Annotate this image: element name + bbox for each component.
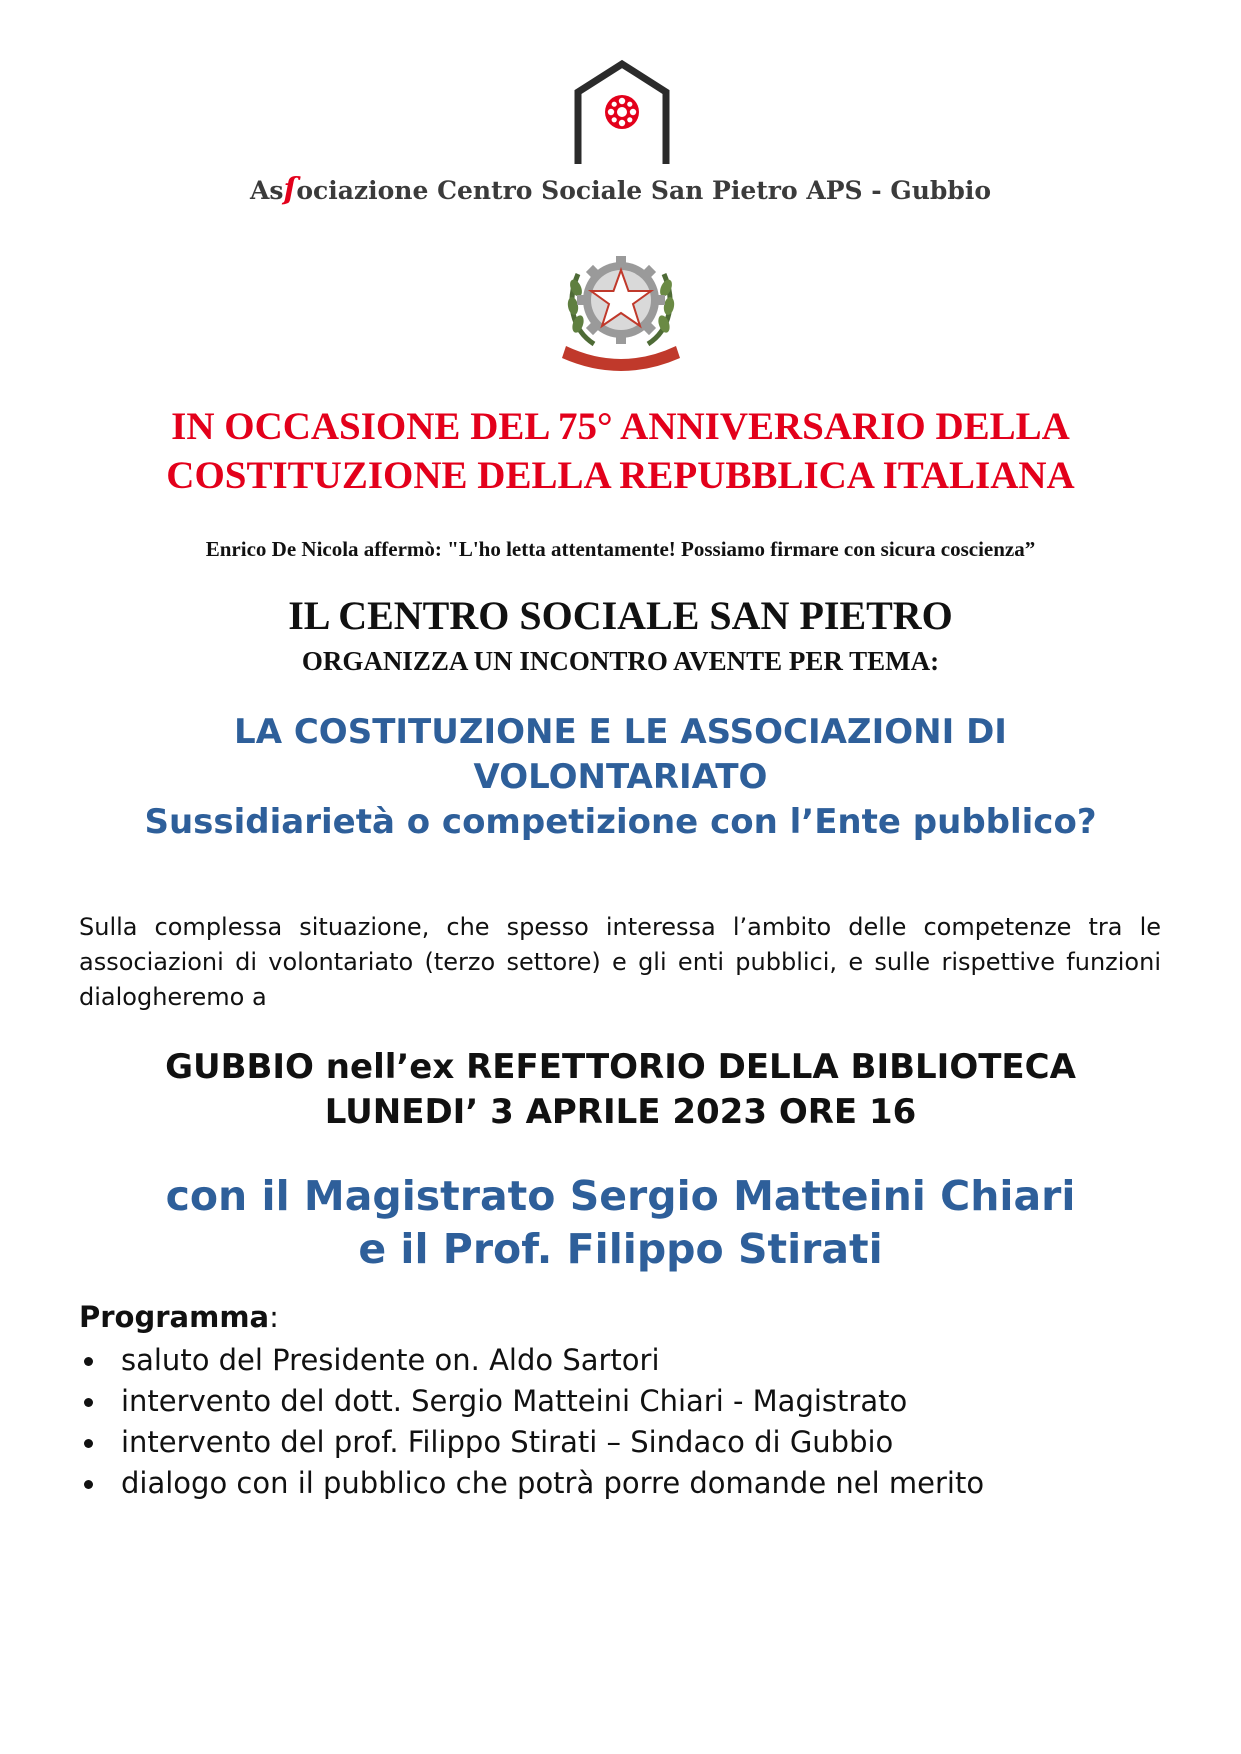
org-name-prefix: As bbox=[249, 176, 284, 205]
event-topic bbox=[0, 710, 1241, 845]
program-list bbox=[79, 1340, 1179, 1504]
program-heading bbox=[79, 1300, 279, 1334]
program-item-text: dialogo con il pubblico che potrà porre domande nel merito bbox=[121, 1466, 985, 1500]
topic-line-1: LA COSTITUZIONE E LE ASSOCIAZIONI DI bbox=[234, 712, 1007, 752]
de-nicola-quote: Enrico De Nicola affermò: "L'ho letta attentamente! Possiamo firmare con sicura coscienza” bbox=[205, 537, 1036, 561]
bullet-icon bbox=[84, 1357, 93, 1366]
program-item bbox=[79, 1381, 1179, 1422]
bullet-icon bbox=[84, 1398, 93, 1407]
bullet-icon bbox=[84, 1439, 93, 1448]
venue-and-date bbox=[0, 1045, 1241, 1135]
org-name-rest: ociazione Centro Sociale San Pietro APS - Gubbio bbox=[296, 176, 992, 205]
speakers bbox=[0, 1170, 1241, 1276]
headline-line-1: IN OCCASIONE DEL 75° ANNIVERSARIO DELLA bbox=[171, 405, 1070, 448]
headline-line-2: COSTITUZIONE DELLA REPUBBLICA ITALIANA bbox=[166, 454, 1075, 497]
program-item bbox=[79, 1463, 1179, 1504]
topic-line-3: Sussidiarietà o competizione con l’Ente pubblico? bbox=[144, 802, 1097, 842]
program-item bbox=[79, 1422, 1179, 1463]
program-item bbox=[79, 1340, 1179, 1381]
program-colon: : bbox=[269, 1300, 279, 1334]
anniversary-headline bbox=[0, 402, 1241, 500]
venue-line: GUBBIO nell’ex REFETTORIO DELLA BIBLIOTECA bbox=[165, 1047, 1076, 1087]
topic-line-2: VOLONTARIATO bbox=[473, 757, 768, 797]
speaker-line-1: con il Magistrato Sergio Matteini Chiari bbox=[165, 1172, 1076, 1220]
program-item-text: saluto del Presidente on. Aldo Sartori bbox=[121, 1343, 660, 1377]
organizer-subtitle: ORGANIZZA UN INCONTRO AVENTE PER TEMA: bbox=[301, 646, 940, 676]
program-label: Programma bbox=[79, 1300, 270, 1334]
emblem-of-italy-icon bbox=[558, 240, 684, 372]
program-item-text: intervento del prof. Filippo Stirati – Sindaco di Gubbio bbox=[121, 1425, 894, 1459]
date-time-line: LUNEDI’ 3 APRILE 2023 ORE 16 bbox=[324, 1092, 917, 1132]
intro-paragraph: Sulla complessa situazione, che spesso interessa l’ambito delle competenze tra le associazioni di volontariato (terzo settore) e gli enti pubblici, e sulle rispettive funzioni dialogheremo a bbox=[79, 913, 1161, 1011]
speaker-line-2: e il Prof. Filippo Stirati bbox=[358, 1225, 883, 1273]
bullet-icon bbox=[84, 1480, 93, 1489]
house-with-wheel-logo bbox=[570, 58, 674, 168]
program-item-text: intervento del dott. Sergio Matteini Chiari - Magistrato bbox=[121, 1384, 908, 1418]
org-name-accent-letter: ſ bbox=[283, 172, 297, 207]
organization-name bbox=[0, 172, 1241, 207]
organizer-title: IL CENTRO SOCIALE SAN PIETRO bbox=[288, 593, 953, 638]
